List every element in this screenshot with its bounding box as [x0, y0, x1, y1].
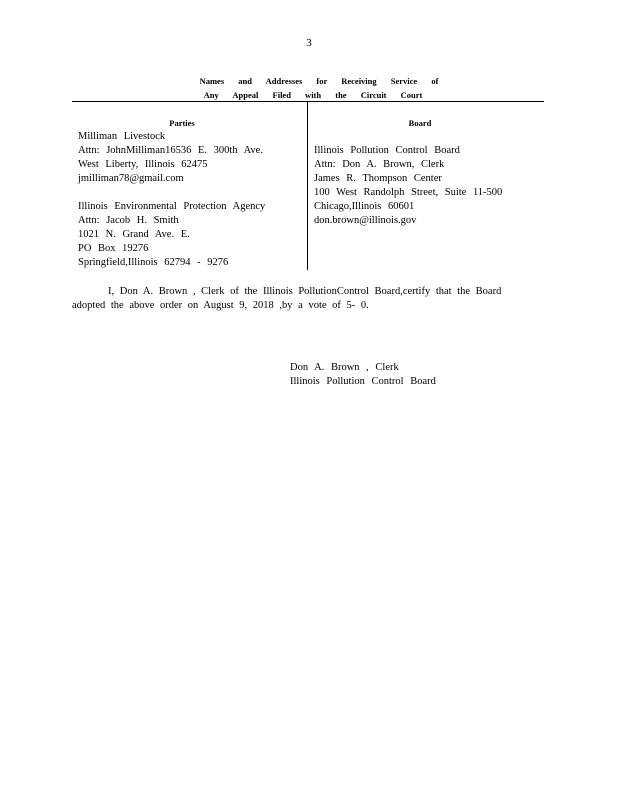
board-line: Illinois Pollution Control Board	[314, 145, 460, 156]
party-entry-iepa	[78, 200, 265, 270]
board-email: don.brown@illinois.gov	[314, 215, 417, 226]
column-divider	[307, 102, 308, 270]
party-line: Attn: Jacob H. Smith	[78, 215, 179, 226]
board-line: Chicago,Illinois 60601	[314, 201, 415, 212]
board-line: 100 West Randolph Street, Suite 11-500	[314, 187, 503, 198]
signature-org: Illinois Pollution Control Board	[290, 376, 436, 387]
service-heading-line-2: Any Appeal Filed with the Circuit Court	[203, 90, 423, 100]
party-line: Illinois Environmental Protection Agency	[78, 201, 266, 212]
table-top-rule	[72, 101, 544, 102]
signature-name: Don A. Brown , Clerk	[290, 362, 399, 373]
board-entry	[314, 144, 502, 228]
party-line: Milliman Livestock	[78, 131, 166, 142]
board-column-title: Board	[408, 118, 432, 128]
board-line: Attn: Don A. Brown, Clerk	[314, 159, 445, 170]
party-line: Attn: JohnMilliman16536 E. 300th Ave.	[78, 145, 263, 156]
party-line: PO Box 19276	[78, 243, 149, 254]
party-line: Springfield,Illinois 62794 - 9276	[78, 257, 229, 268]
parties-column-title: Parties	[169, 118, 195, 128]
certification-paragraph: I, Don A. Brown , Clerk of the Illinois PollutionControl Board,certify that the Board adopted the above order on August 9, 2018 ,by a vote of 5- 0.	[72, 286, 502, 311]
party-line: 1021 N. Grand Ave. E.	[78, 229, 190, 240]
signature-block	[290, 361, 436, 389]
board-line: James R. Thompson Center	[314, 173, 442, 184]
page-number: 3	[306, 37, 312, 49]
party-entry-milliman	[78, 130, 263, 186]
party-email: jmilliman78@gmail.com	[78, 173, 184, 184]
service-heading-line-1: Names and Addresses for Receiving Service of	[199, 76, 439, 86]
party-line: West Liberty, Illinois 62475	[78, 159, 208, 170]
